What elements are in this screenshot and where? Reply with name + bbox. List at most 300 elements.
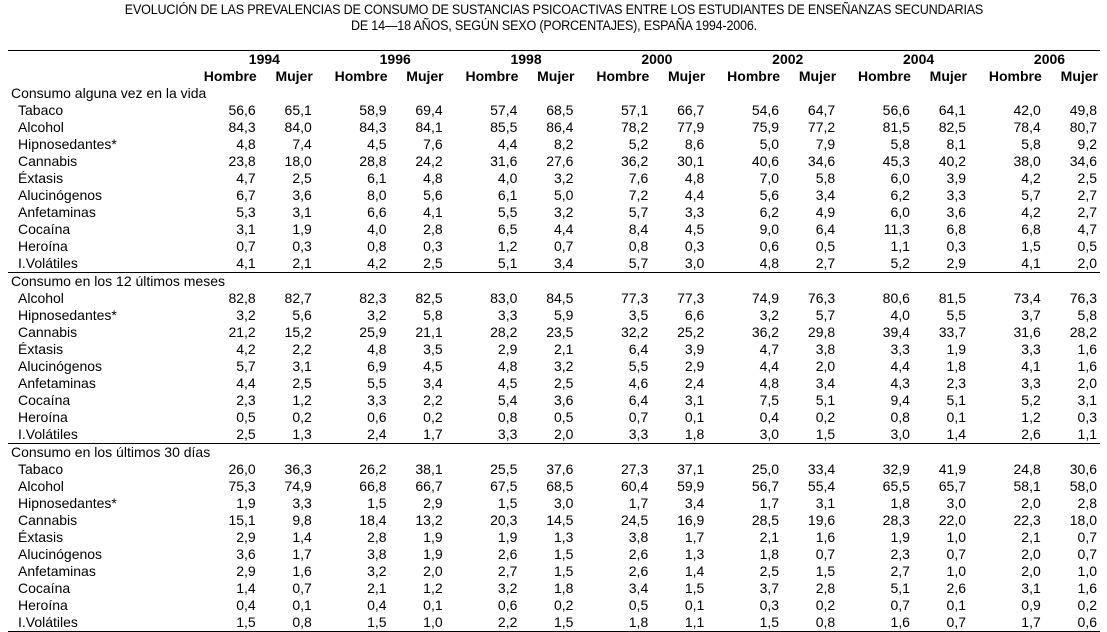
mujer-value: 1,0 bbox=[946, 529, 966, 545]
mujer-value: 1,5 bbox=[684, 580, 705, 596]
hombre-value: 2,6 bbox=[628, 563, 649, 579]
hombre-value: 7,2 bbox=[628, 187, 649, 203]
hombre-value: 23,8 bbox=[228, 153, 256, 169]
mujer-value: 2,1 bbox=[259, 255, 315, 273]
section-title: Consumo en los 12 últimos meses bbox=[11, 273, 225, 289]
substance-label: Hipnosedantes* bbox=[18, 495, 117, 511]
mujer-value: 5,9 bbox=[554, 307, 574, 323]
hombre-value: 0,6 bbox=[497, 597, 518, 613]
mujer-value: 66,7 bbox=[415, 478, 443, 494]
mujer-value: 2,9 bbox=[684, 358, 705, 374]
hombre-value: 36,2 bbox=[751, 324, 780, 340]
hombre-value: 83,0 bbox=[490, 290, 518, 306]
table-row bbox=[8, 255, 1100, 273]
hombre-value: 4,8 bbox=[367, 341, 387, 357]
hombre-value: 2,9 bbox=[236, 563, 256, 579]
hombre-value: 2,2 bbox=[446, 614, 521, 632]
year-header-row bbox=[8, 51, 1100, 68]
mujer-value: 0,2 bbox=[554, 597, 574, 613]
hombre-value: 58,1 bbox=[1013, 478, 1041, 494]
mujer-value: 0,7 bbox=[554, 238, 574, 254]
prevalence-table bbox=[8, 50, 1100, 632]
hombre-value: 7,5 bbox=[759, 392, 780, 408]
mujer-value: 2,6 bbox=[946, 580, 966, 596]
substance-label: Éxtasis bbox=[18, 529, 64, 545]
mujer-value: 34,6 bbox=[1069, 153, 1097, 169]
hombre-value: 1,8 bbox=[759, 546, 780, 562]
table-row bbox=[8, 238, 1100, 255]
mujer-value: 74,9 bbox=[284, 478, 312, 494]
table-row bbox=[8, 221, 1100, 238]
hombre-value: 3,0 bbox=[838, 426, 913, 444]
hombre-value: 6,1 bbox=[367, 170, 387, 186]
substance-label: Cocaína bbox=[18, 221, 71, 237]
hombre-value: 54,6 bbox=[751, 102, 780, 118]
hombre-value: 26,0 bbox=[228, 461, 256, 477]
mujer-value: 1,9 bbox=[292, 221, 312, 237]
mujer-value: 0,2 bbox=[815, 597, 836, 613]
mujer-value: 16,9 bbox=[677, 512, 705, 528]
hombre-value: 24,5 bbox=[620, 512, 649, 528]
mujer-value: 1,0 bbox=[1077, 563, 1097, 579]
hombre-value: 1,9 bbox=[236, 495, 256, 511]
hombre-header: Hombre bbox=[727, 68, 781, 84]
hombre-value: 85,5 bbox=[490, 119, 518, 135]
mujer-value: 1,3 bbox=[259, 426, 315, 444]
table-row bbox=[8, 187, 1100, 204]
hombre-value: 5,0 bbox=[759, 136, 780, 152]
hombre-value: 3,1 bbox=[236, 221, 256, 237]
hombre-value: 4,1 bbox=[1021, 358, 1041, 374]
mujer-value: 4,5 bbox=[684, 221, 705, 237]
mujer-value: 2,5 bbox=[1077, 170, 1097, 186]
hombre-value: 31,6 bbox=[1013, 324, 1041, 340]
mujer-value: 64,1 bbox=[938, 102, 966, 118]
hombre-value: 0,6 bbox=[759, 238, 780, 254]
mujer-value: 33,4 bbox=[807, 461, 836, 477]
mujer-value: 29,8 bbox=[807, 324, 836, 340]
hombre-value: 8,0 bbox=[367, 187, 387, 203]
mujer-value: 1,5 bbox=[554, 546, 574, 562]
substance-label: Anfetaminas bbox=[18, 563, 96, 579]
mujer-value: 34,6 bbox=[807, 153, 836, 169]
hombre-value: 28,8 bbox=[359, 153, 387, 169]
mujer-value: 2,9 bbox=[423, 495, 443, 511]
table-row bbox=[8, 461, 1100, 478]
table-row bbox=[8, 119, 1100, 136]
mujer-value: 2,5 bbox=[292, 170, 312, 186]
mujer-value: 1,6 bbox=[1077, 341, 1097, 357]
substance-label: Éxtasis bbox=[18, 170, 64, 186]
hombre-value: 1,1 bbox=[890, 238, 910, 254]
mujer-value: 1,7 bbox=[390, 426, 446, 444]
mujer-value: 1,3 bbox=[554, 529, 574, 545]
hombre-value: 15,1 bbox=[228, 512, 256, 528]
mujer-value: 1,1 bbox=[651, 614, 707, 632]
hombre-value: 2,3 bbox=[236, 392, 256, 408]
hombre-value: 4,2 bbox=[1021, 204, 1041, 220]
year-header: 2004 bbox=[903, 51, 935, 67]
hombre-value: 3,2 bbox=[367, 307, 387, 323]
hombre-value: 28,2 bbox=[490, 324, 518, 340]
hombre-value: 2,4 bbox=[315, 426, 390, 444]
mujer-value: 80,7 bbox=[1069, 119, 1097, 135]
hombre-value: 3,7 bbox=[1021, 307, 1041, 323]
mujer-value: 27,6 bbox=[546, 153, 574, 169]
substance-label: I.Volátiles bbox=[8, 255, 184, 273]
mujer-value: 64,7 bbox=[807, 102, 836, 118]
mujer-value: 3,5 bbox=[423, 341, 443, 357]
hombre-value: 0,7 bbox=[236, 238, 256, 254]
hombre-value: 0,8 bbox=[367, 238, 387, 254]
hombre-value: 3,0 bbox=[707, 426, 782, 444]
substance-label: I.Volátiles bbox=[8, 614, 184, 632]
hombre-value: 81,5 bbox=[882, 119, 910, 135]
hombre-value: 2,5 bbox=[759, 563, 780, 579]
hombre-value: 6,7 bbox=[236, 187, 256, 203]
mujer-value: 58,0 bbox=[1069, 478, 1097, 494]
table-row bbox=[8, 392, 1100, 409]
mujer-value: 1,8 bbox=[946, 358, 966, 374]
hombre-value: 60,4 bbox=[620, 478, 649, 494]
mujer-value: 1,4 bbox=[292, 529, 312, 545]
hombre-header: Hombre bbox=[334, 68, 388, 84]
mujer-value: 4,4 bbox=[684, 187, 705, 203]
mujer-value: 0,1 bbox=[946, 597, 966, 613]
mujer-value: 84,0 bbox=[284, 119, 312, 135]
mujer-value: 0,1 bbox=[423, 597, 443, 613]
hombre-value: 28,3 bbox=[882, 512, 910, 528]
mujer-value: 0,2 bbox=[423, 409, 443, 425]
hombre-value: 4,4 bbox=[890, 358, 910, 374]
year-header: 2000 bbox=[641, 51, 673, 67]
mujer-value: 30,1 bbox=[677, 153, 705, 169]
mujer-header: Mujer bbox=[929, 68, 967, 84]
mujer-value: 1,0 bbox=[946, 563, 966, 579]
hombre-value: 4,7 bbox=[759, 341, 780, 357]
hombre-value: 2,3 bbox=[890, 546, 910, 562]
hombre-value: 21,2 bbox=[228, 324, 256, 340]
mujer-value: 19,6 bbox=[807, 512, 836, 528]
hombre-value: 1,5 bbox=[707, 614, 782, 632]
hombre-value: 1,2 bbox=[1021, 409, 1041, 425]
mujer-value: 3,2 bbox=[554, 170, 574, 186]
hombre-value: 3,1 bbox=[1021, 580, 1041, 596]
hombre-value: 57,1 bbox=[620, 102, 649, 118]
hombre-value: 4,2 bbox=[315, 255, 390, 273]
mujer-value: 2,1 bbox=[554, 341, 574, 357]
mujer-value: 2,7 bbox=[782, 255, 838, 273]
substance-label: Heroína bbox=[18, 409, 68, 425]
substance-label: Cocaína bbox=[18, 580, 71, 596]
hombre-value: 5,4 bbox=[497, 392, 518, 408]
hombre-value: 0,5 bbox=[628, 597, 649, 613]
substance-label: Alcohol bbox=[18, 478, 64, 494]
hombre-value: 5,5 bbox=[367, 375, 387, 391]
substance-label: Cocaína bbox=[18, 392, 71, 408]
hombre-value: 5,1 bbox=[890, 580, 910, 596]
hombre-value: 6,6 bbox=[367, 204, 387, 220]
mujer-header: Mujer bbox=[798, 68, 837, 84]
mujer-value: 3,4 bbox=[520, 255, 576, 273]
mujer-value: 3,6 bbox=[946, 204, 966, 220]
mujer-value: 7,4 bbox=[292, 136, 312, 152]
table-title-line-1: EVOLUCIÓN DE LAS PREVALENCIAS DE CONSUMO DE SUSTANCIAS PSICOACTIVAS ENTRE LOS ESTUDIANTES DE ENSEÑANZAS SECUNDARIAS bbox=[124, 2, 984, 17]
mujer-header: Mujer bbox=[667, 68, 706, 84]
hombre-value: 58,9 bbox=[359, 102, 387, 118]
hombre-value: 26,2 bbox=[359, 461, 387, 477]
substance-label: Éxtasis bbox=[18, 341, 64, 357]
hombre-value: 9,4 bbox=[890, 392, 910, 408]
hombre-value: 3,2 bbox=[236, 307, 256, 323]
hombre-value: 4,4 bbox=[759, 358, 780, 374]
hombre-value: 73,4 bbox=[1013, 290, 1041, 306]
mujer-value: 7,9 bbox=[815, 136, 836, 152]
hombre-value: 11,3 bbox=[883, 221, 910, 237]
hombre-value: 78,2 bbox=[620, 119, 649, 135]
substance-label: Anfetaminas bbox=[18, 204, 96, 220]
substance-label: Anfetaminas bbox=[18, 375, 96, 391]
mujer-value: 1,8 bbox=[651, 426, 707, 444]
substance-label: Heroína bbox=[18, 238, 68, 254]
hombre-value: 3,8 bbox=[367, 546, 387, 562]
hombre-value: 1,4 bbox=[236, 580, 256, 596]
hombre-value: 27,3 bbox=[620, 461, 649, 477]
mujer-value: 1,7 bbox=[292, 546, 312, 562]
table-row bbox=[8, 478, 1100, 495]
hombre-header: Hombre bbox=[988, 68, 1042, 84]
substance-label: Alcohol bbox=[18, 119, 64, 135]
section-header-row bbox=[8, 85, 1100, 102]
mujer-value: 65,7 bbox=[938, 478, 966, 494]
mujer-value: 3,3 bbox=[292, 495, 312, 511]
mujer-value: 0,2 bbox=[815, 409, 836, 425]
hombre-value: 4,0 bbox=[890, 307, 910, 323]
hombre-value: 2,9 bbox=[497, 341, 518, 357]
hombre-value: 75,9 bbox=[751, 119, 780, 135]
hombre-value: 4,6 bbox=[628, 375, 649, 391]
table-row bbox=[8, 529, 1100, 546]
hombre-header: Hombre bbox=[203, 68, 257, 84]
hombre-value: 38,0 bbox=[1013, 153, 1041, 169]
mujer-value: 1,9 bbox=[423, 546, 443, 562]
mujer-value: 18,0 bbox=[1069, 512, 1097, 528]
mujer-value: 40,2 bbox=[938, 153, 966, 169]
hombre-value: 5,7 bbox=[1021, 187, 1041, 203]
mujer-value: 3,1 bbox=[292, 204, 312, 220]
mujer-value: 59,9 bbox=[677, 478, 705, 494]
section-title: Consumo en los últimos 30 días bbox=[11, 444, 211, 460]
mujer-value: 82,7 bbox=[284, 290, 312, 306]
hombre-value: 0,4 bbox=[367, 597, 387, 613]
hombre-value: 3,7 bbox=[759, 580, 780, 596]
mujer-value: 65,1 bbox=[284, 102, 312, 118]
hombre-value: 25,5 bbox=[490, 461, 518, 477]
hombre-value: 5,3 bbox=[236, 204, 256, 220]
mujer-value: 30,6 bbox=[1069, 461, 1097, 477]
hombre-header: Hombre bbox=[596, 68, 650, 84]
table-row bbox=[8, 375, 1100, 392]
mujer-value: 0,7 bbox=[292, 580, 312, 596]
hombre-value: 4,8 bbox=[497, 358, 518, 374]
mujer-value: 4,4 bbox=[554, 221, 574, 237]
hombre-value: 3,4 bbox=[628, 580, 649, 596]
hombre-value: 40,6 bbox=[751, 153, 780, 169]
mujer-value: 15,2 bbox=[284, 324, 312, 340]
hombre-value: 0,6 bbox=[367, 409, 387, 425]
mujer-value: 3,1 bbox=[292, 358, 312, 374]
mujer-value: 8,2 bbox=[554, 136, 574, 152]
table-row bbox=[8, 358, 1100, 375]
mujer-value: 8,6 bbox=[684, 136, 705, 152]
hombre-value: 5,2 bbox=[1021, 392, 1041, 408]
hombre-value: 2,0 bbox=[1021, 563, 1041, 579]
mujer-value: 2,4 bbox=[684, 375, 705, 391]
hombre-value: 84,3 bbox=[228, 119, 256, 135]
table-row bbox=[8, 614, 1100, 632]
year-header: 2006 bbox=[1033, 51, 1066, 67]
mujer-value: 3,0 bbox=[554, 495, 574, 511]
hombre-value: 5,1 bbox=[446, 255, 521, 273]
hombre-value: 56,6 bbox=[228, 102, 256, 118]
table-row bbox=[8, 153, 1100, 170]
mujer-value: 5,8 bbox=[1077, 307, 1097, 323]
hombre-value: 2,8 bbox=[367, 529, 387, 545]
hombre-value: 4,1 bbox=[969, 255, 1044, 273]
mujer-value: 13,2 bbox=[415, 512, 443, 528]
mujer-value: 0,3 bbox=[423, 238, 443, 254]
substance-label: Cannabis bbox=[18, 512, 78, 528]
hombre-value: 45,3 bbox=[882, 153, 910, 169]
mujer-value: 1,6 bbox=[1077, 580, 1097, 596]
hombre-value: 3,2 bbox=[759, 307, 780, 323]
mujer-value: 55,4 bbox=[807, 478, 836, 494]
hombre-value: 36,2 bbox=[620, 153, 649, 169]
hombre-value: 0,8 bbox=[890, 409, 910, 425]
mujer-value: 0,1 bbox=[684, 409, 705, 425]
hombre-value: 2,9 bbox=[236, 529, 256, 545]
hombre-value: 1,7 bbox=[969, 614, 1044, 632]
mujer-value: 1,6 bbox=[292, 563, 312, 579]
mujer-value: 22,0 bbox=[938, 512, 966, 528]
mujer-value: 0,1 bbox=[946, 409, 966, 425]
hombre-value: 4,4 bbox=[236, 375, 256, 391]
mujer-value: 4,7 bbox=[1077, 221, 1097, 237]
hombre-value: 1,9 bbox=[890, 529, 910, 545]
hombre-value: 1,7 bbox=[628, 495, 649, 511]
mujer-value: 1,5 bbox=[554, 563, 574, 579]
mujer-value: 1,5 bbox=[520, 614, 576, 632]
hombre-value: 5,2 bbox=[838, 255, 913, 273]
mujer-value: 5,8 bbox=[423, 307, 443, 323]
mujer-value: 84,1 bbox=[415, 119, 443, 135]
hombre-value: 2,5 bbox=[184, 426, 259, 444]
table-body bbox=[8, 85, 1100, 632]
table-title-line-2: DE 14—18 AÑOS, SEGÚN SEXO (PORCENTAJES), ESPAÑA 1994-2006. bbox=[350, 18, 757, 33]
hombre-value: 6,8 bbox=[1021, 221, 1041, 237]
mujer-value: 0,7 bbox=[815, 546, 836, 562]
mujer-value: 0,3 bbox=[684, 238, 705, 254]
hombre-value: 4,2 bbox=[236, 341, 256, 357]
mujer-value: 1,3 bbox=[684, 546, 705, 562]
mujer-value: 0,1 bbox=[684, 597, 705, 613]
section-title: Consumo alguna vez en la vida bbox=[11, 85, 207, 101]
hombre-value: 56,6 bbox=[882, 102, 910, 118]
mujer-value: 6,4 bbox=[815, 221, 836, 237]
mujer-value: 21,1 bbox=[415, 324, 443, 340]
hombre-value: 32,9 bbox=[882, 461, 910, 477]
hombre-value: 9,0 bbox=[759, 221, 780, 237]
mujer-value: 3,9 bbox=[946, 170, 966, 186]
hombre-value: 74,9 bbox=[751, 290, 780, 306]
hombre-value: 28,5 bbox=[751, 512, 780, 528]
hombre-value: 20,3 bbox=[490, 512, 518, 528]
hombre-value: 78,4 bbox=[1013, 119, 1041, 135]
mujer-value: 0,6 bbox=[1044, 614, 1100, 632]
table-row bbox=[8, 563, 1100, 580]
hombre-value: 5,7 bbox=[576, 255, 651, 273]
hombre-value: 3,8 bbox=[628, 529, 649, 545]
hombre-value: 4,7 bbox=[236, 170, 256, 186]
substance-label: Hipnosedantes* bbox=[18, 307, 117, 323]
hombre-value: 2,6 bbox=[628, 546, 649, 562]
hombre-value: 4,0 bbox=[497, 170, 518, 186]
hombre-value: 82,8 bbox=[228, 290, 256, 306]
mujer-value: 4,9 bbox=[815, 204, 836, 220]
substance-label: Cannabis bbox=[18, 324, 78, 340]
mujer-value: 1,2 bbox=[292, 392, 312, 408]
mujer-header: Mujer bbox=[537, 68, 575, 84]
hombre-value: 6,2 bbox=[890, 187, 910, 203]
mujer-value: 3,4 bbox=[815, 187, 836, 203]
hombre-value: 24,8 bbox=[1013, 461, 1041, 477]
mujer-value: 0,8 bbox=[782, 614, 838, 632]
mujer-value: 33,7 bbox=[938, 324, 966, 340]
hombre-value: 6,4 bbox=[628, 341, 649, 357]
mujer-value: 81,5 bbox=[938, 290, 966, 306]
substance-label: Tabaco bbox=[18, 102, 64, 118]
year-header: 2002 bbox=[772, 51, 804, 67]
hombre-value: 3,3 bbox=[367, 392, 387, 408]
mujer-value: 77,9 bbox=[677, 119, 705, 135]
hombre-value: 0,8 bbox=[628, 238, 649, 254]
mujer-value: 4,5 bbox=[423, 358, 443, 374]
mujer-header: Mujer bbox=[1060, 68, 1098, 84]
mujer-value: 6,6 bbox=[684, 307, 705, 323]
table-header bbox=[8, 51, 1100, 86]
hombre-value: 65,5 bbox=[882, 478, 910, 494]
hombre-value: 0,8 bbox=[497, 409, 518, 425]
mujer-value: 2,5 bbox=[554, 375, 574, 391]
mujer-value: 76,3 bbox=[807, 290, 836, 306]
mujer-value: 38,1 bbox=[415, 461, 443, 477]
substance-label: Heroína bbox=[18, 597, 68, 613]
mujer-value: 66,7 bbox=[677, 102, 705, 118]
mujer-value: 2,5 bbox=[292, 375, 312, 391]
hombre-value: 82,3 bbox=[359, 290, 387, 306]
substance-label: Alucinógenos bbox=[18, 187, 103, 203]
mujer-value: 0,5 bbox=[554, 409, 574, 425]
mujer-value: 14,5 bbox=[546, 512, 574, 528]
hombre-value: 22,3 bbox=[1013, 512, 1041, 528]
mujer-value: 9,2 bbox=[1077, 136, 1097, 152]
mujer-value: 3,1 bbox=[815, 495, 836, 511]
table-row bbox=[8, 495, 1100, 512]
mujer-value: 4,8 bbox=[423, 170, 443, 186]
table-row bbox=[8, 204, 1100, 221]
mujer-value: 0,7 bbox=[1077, 546, 1097, 562]
hombre-value: 2,0 bbox=[1021, 495, 1041, 511]
